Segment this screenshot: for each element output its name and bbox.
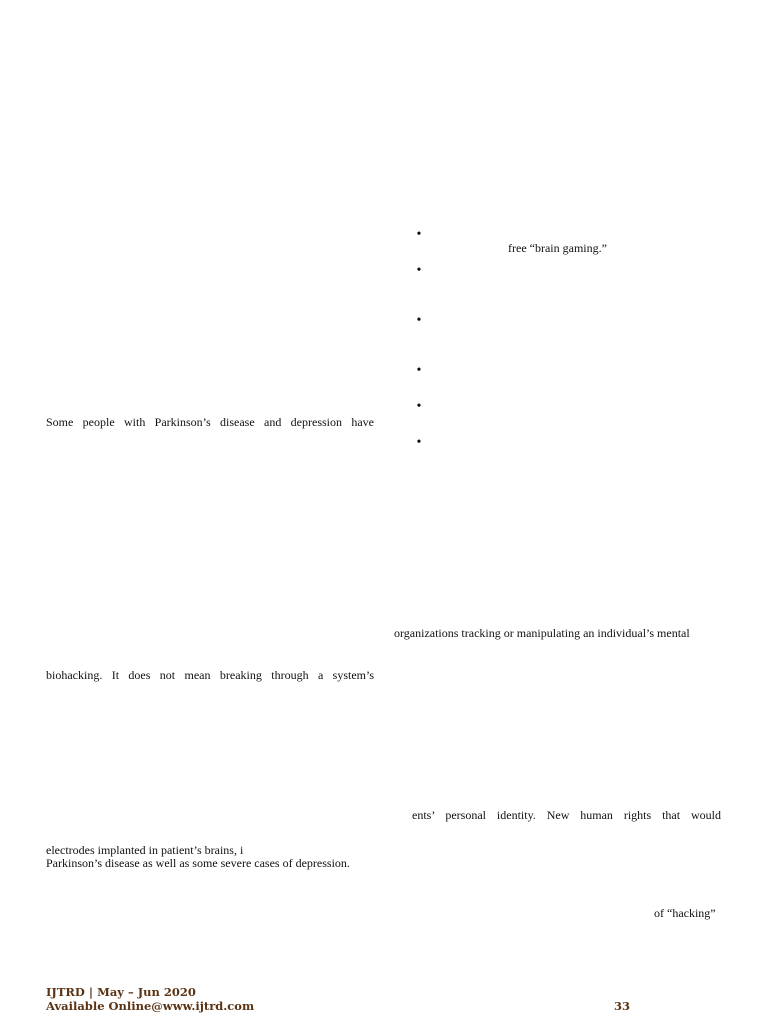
page-number-text: 33 <box>614 999 631 1013</box>
footer-journal <box>46 985 196 999</box>
biohacking-text: biohacking. It does not mean breaking through a system’s <box>46 668 374 682</box>
bullet-3: • <box>416 313 422 328</box>
footer-journal-text: IJTRD | May – Jun 2020 <box>46 985 196 999</box>
organizations-text <box>394 626 721 640</box>
organizations-line: organizations tracking or manipulating an individual’s mental <box>394 626 690 640</box>
bullet-5: • <box>416 399 422 414</box>
identity-text: ents’ personal identity. New human rights that would <box>412 808 721 822</box>
bullet-1: • <box>416 227 422 242</box>
footer-online <box>46 999 254 1013</box>
footer-online-text: Available Online@www.ijtrd.com <box>46 999 255 1013</box>
parkinsons-text: Some people with Parkinson’s disease and depression have <box>46 415 374 429</box>
bullet-4: • <box>416 363 422 378</box>
parkinson-depression-text: Parkinson’s disease as well as some severe cases of depression. <box>46 856 350 870</box>
bullet-2: • <box>416 263 422 278</box>
bullet-6: • <box>416 435 422 450</box>
electrodes-text: electrodes implanted in patient’s brains, i <box>46 843 244 857</box>
hacking-text: of “hacking” <box>654 906 716 920</box>
brain-gaming-text: free “brain gaming.” <box>508 241 607 255</box>
page-number <box>614 999 630 1013</box>
